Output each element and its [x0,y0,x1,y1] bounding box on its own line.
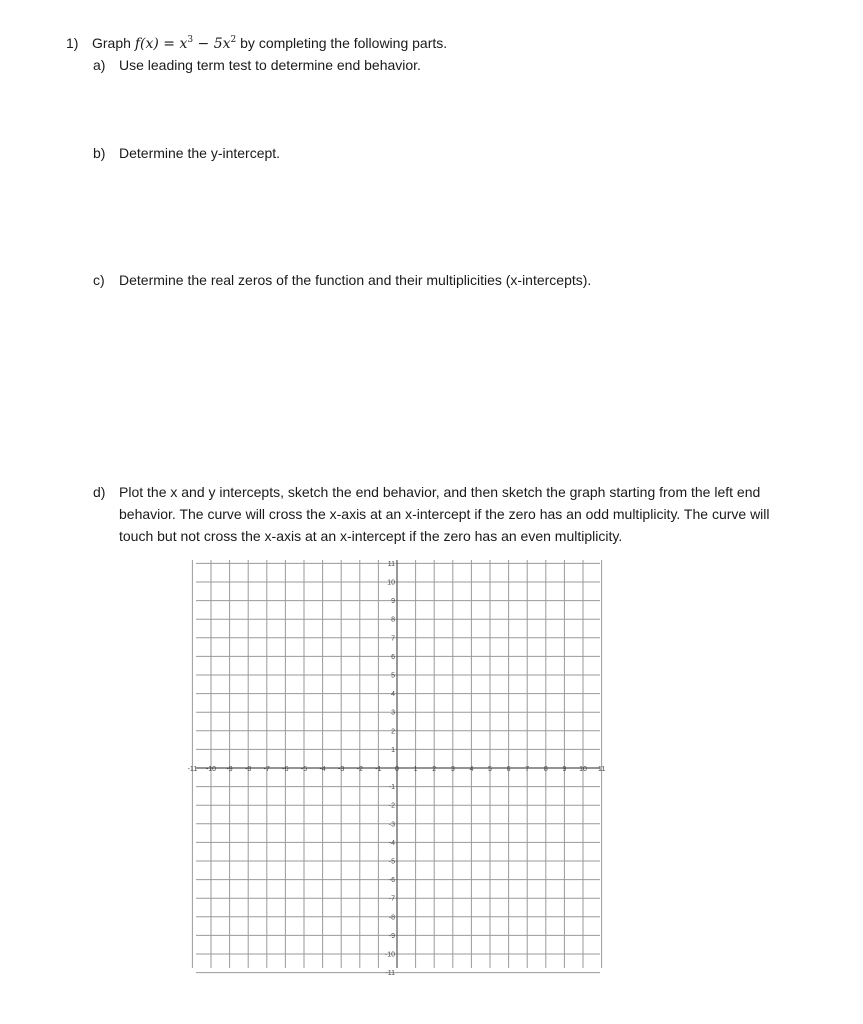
y-tick-label: -11 [385,970,395,978]
part-d-line-2: behavior. The curve will cross the x-axis at an x-intercept if the zero has an odd multiplicity. The curve will [119,506,770,522]
y-tick-label: -2 [388,802,395,810]
y-tick-label: -7 [388,895,395,903]
x-tick-label: -9 [226,766,233,773]
x-tick-label: 11 [597,766,606,773]
part-c-text: Determine the real zeros of the function and their multiplicities (x-intercepts). [119,272,592,288]
part-b-label: b) [93,145,106,161]
x-tick-label: 4 [469,766,474,773]
y-tick-label: 10 [387,579,395,587]
y-tick-label: 9 [391,598,395,606]
y-tick-label: -5 [388,858,395,866]
y-tick-label: 4 [391,691,395,699]
y-tick-label: 6 [391,653,395,661]
x-tick-label: -4 [319,766,326,773]
x-tick-label: -1 [375,766,382,773]
part-b-text: Determine the y-intercept. [119,145,281,161]
part-a-text: Use leading term test to determine end behavior. [119,57,421,73]
x-tick-label: 8 [543,766,548,773]
x-tick-label: 9 [562,766,567,773]
question-prefix: Graph [92,35,131,51]
y-tick-label: -8 [388,914,395,922]
y-tick-label: 7 [391,635,395,643]
y-tick-label: -3 [388,821,395,829]
y-tick-label: -6 [388,877,395,885]
x-tick-label: -10 [205,766,217,773]
x-tick-label: -8 [245,766,252,773]
x-tick-label: 3 [450,766,455,773]
y-tick-label: 3 [391,709,395,717]
part-d-line-1: Plot the x and y intercepts, sketch the end behavior, and then sketch the graph starting from the left end [119,484,761,500]
question-suffix: by completing the following parts. [240,35,448,51]
y-tick-label: 8 [391,616,395,624]
x-tick-label: -3 [338,766,345,773]
x-tick-label: -2 [356,766,363,773]
part-a-label: a) [93,57,106,73]
x-tick-label: 10 [579,766,587,773]
y-tick-label: 2 [391,728,395,736]
part-d-label: d) [93,484,106,500]
y-tick-label: -1 [388,784,395,792]
x-tick-label: 5 [488,766,492,773]
question-number: 1) [66,35,79,51]
y-tick-label: -4 [388,839,395,847]
function-expression: $f(x) = x^3 - 5x^2$ [134,35,237,52]
x-tick-label: 1 [413,766,418,773]
part-d-line-3: touch but not cross the x-axis at an x-intercept if the zero has an even multiplicity. [119,528,623,544]
x-tick-label: 0 [395,766,399,773]
x-tick-label: -6 [282,766,289,773]
x-tick-label: 2 [432,766,437,773]
y-tick-label: 11 [387,560,395,568]
y-tick-label: -10 [384,951,395,959]
x-tick-label: 7 [525,766,530,773]
y-tick-label: 1 [391,746,395,754]
x-tick-label: -5 [300,766,308,773]
part-c-label: c) [93,272,105,288]
y-tick-label: -9 [388,932,395,940]
x-tick-label: 6 [506,766,511,773]
y-tick-label: 5 [391,672,395,680]
x-tick-label: -7 [263,766,270,773]
x-tick-label: -11 [187,766,198,773]
